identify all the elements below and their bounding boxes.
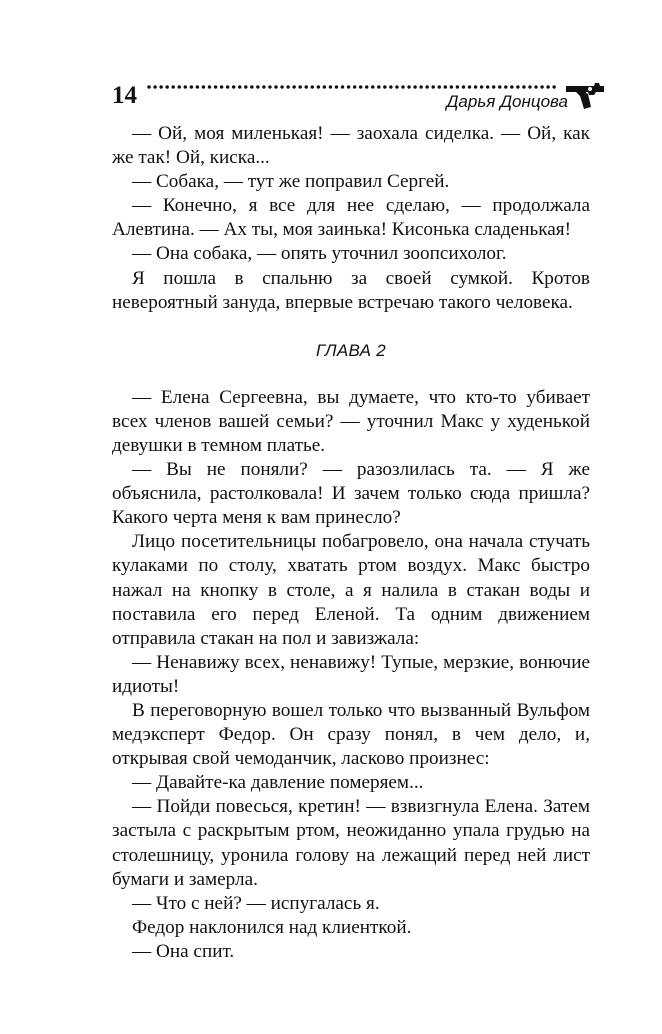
revolver-icon: [564, 80, 608, 110]
paragraph: — Ненавижу всех, ненавижу! Тупые, мерзкие, вонючие идиоты!: [112, 651, 590, 697]
page-number: 14: [112, 82, 137, 109]
paragraph: — Пойди повесься, кретин! — взвизгнула Елена. Затем застыла с раскрытым ртом, неожиданно упала грудью на столешницу, уронила голову на лежащий перед ней лист бумаги и замерла.: [112, 796, 590, 890]
paragraph: — Давайте-ка давление померяем...: [132, 772, 424, 794]
paragraph: Я пошла в спальню за своей сумкой. Кротов невероятный зануда, впервые встречаю такого человека.: [112, 267, 590, 313]
paragraph: Лицо посетительницы побагровело, она начала стучать кулаками по столу, хватать ртом воздух. Макс быстро нажал на кнопку в столе, а я налила в стакан воды и поставила его перед Еленой. Та одним движением отправила стакан на пол и завизжала:: [112, 531, 590, 649]
paragraph: Федор наклонился над клиенткой.: [132, 916, 412, 938]
paragraph: — Елена Сергеевна, вы думаете, что кто-то убивает всех членов вашей семьи? — уточнил Макс у худенькой девушки в темном платье.: [112, 386, 590, 456]
paragraph: — Конечно, я все для нее сделаю, — продолжала Алевтина. — Ах ты, моя заинька! Кисонька сладенькая!: [112, 195, 590, 241]
chapter-heading: ГЛАВА 2: [315, 340, 387, 360]
paragraph: В переговорную вошел только что вызванный Вульфом медэксперт Федор. Он сразу понял, в чем дело, и, открывая свой чемоданчик, ласково произнес:: [112, 699, 590, 770]
paragraph: — Она собака, — опять уточнил зоопсихолог.: [132, 243, 507, 265]
running-head-author: Дарья Донцова: [446, 92, 568, 111]
paragraph: — Она спит.: [132, 940, 235, 962]
dotted-leader: [146, 78, 556, 92]
paragraph: — Собака, — тут же поправил Сергей.: [132, 171, 450, 193]
body-text: [112, 122, 590, 964]
paragraph: — Вы не поняли? — разозлилась та. — Я же объяснила, растолковала! И зачем только сюда пришла? Какого черта меня к вам принесло?: [112, 459, 590, 529]
paragraph: — Ой, моя миленькая! — заохала сиделка. — Ой, как же так! Ой, киска...: [112, 123, 590, 169]
running-header: [112, 78, 608, 118]
paragraph: — Что с ней? — испугалась я.: [132, 892, 380, 914]
